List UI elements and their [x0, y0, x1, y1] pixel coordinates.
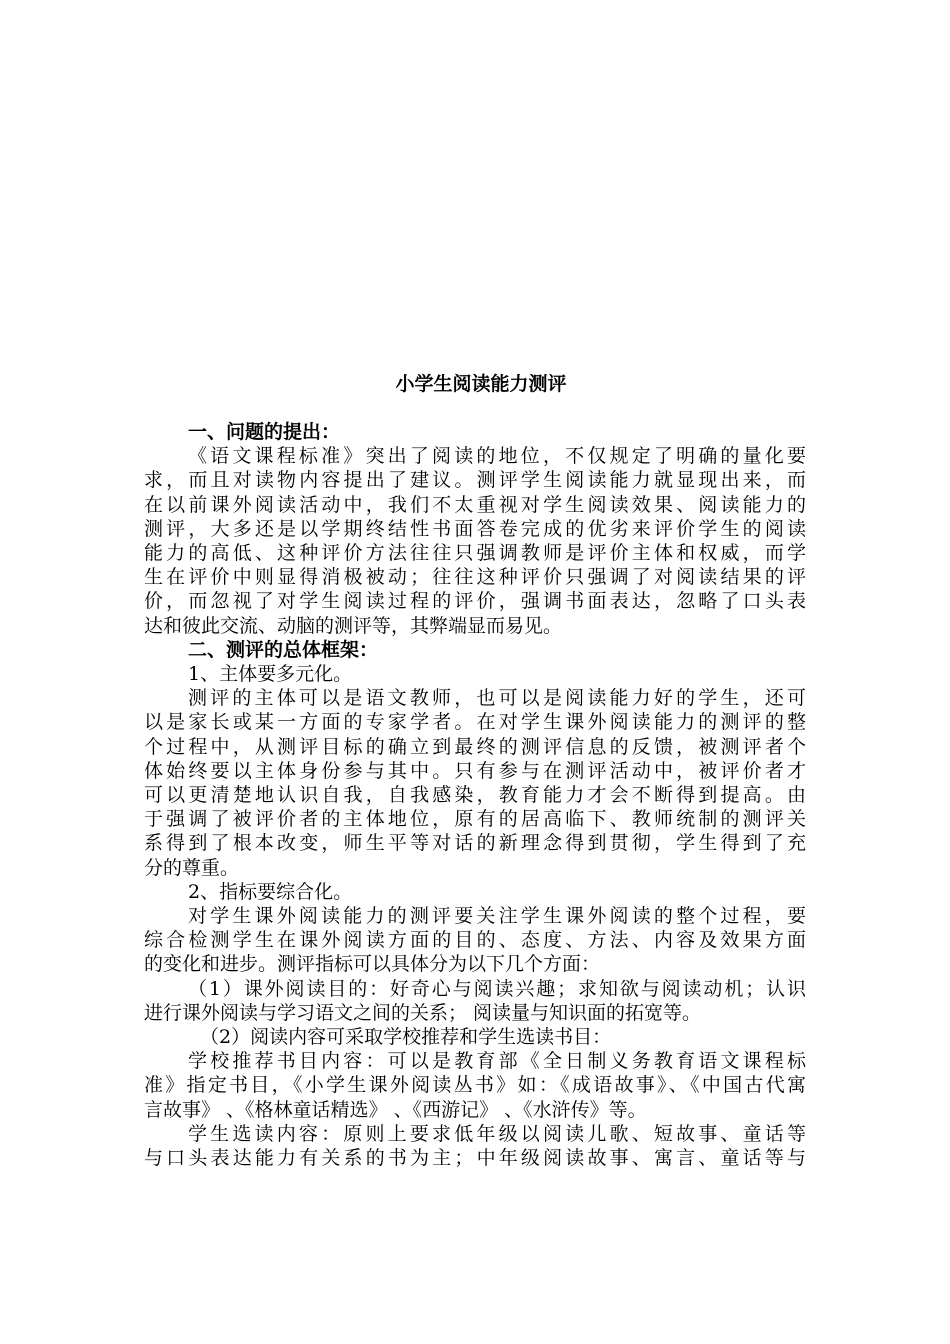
paragraph-line: 测评，大多还是以学期终结性书面答卷完成的优劣来评价学生的阅读: [144, 517, 806, 540]
paragraph-line: 生在评价中则显得消极被动；往往这种评价只强调了对阅读结果的评: [144, 566, 806, 589]
section-heading: 一、问题的提出：: [188, 421, 341, 443]
paragraph-line: 能力的高低、这种评价方法往往只强调教师是评价主体和权威，而学: [144, 542, 806, 565]
paragraph-line: 求，而且对读物内容提出了建议。测评学生阅读能力就显现出来，而: [144, 469, 806, 492]
paragraph-line: 2、指标要综合化。: [188, 880, 353, 903]
paragraph-line: 价，而忽视了对学生阅读过程的评价，强调书面表达，忽略了口头表: [144, 590, 806, 613]
paragraph-line: 可以更清楚地认识自我，自我感染，教育能力才会不断得到提高。由: [144, 784, 806, 807]
paragraph-first-line: 对学生课外阅读能力的测评要关注学生课外阅读的整个过程，要: [188, 905, 806, 928]
document-body: [144, 420, 806, 1170]
paragraph-line: 个过程中，从测评目标的确立到最终的测评信息的反馈，被测评者个: [144, 735, 806, 758]
paragraph-line: 系得到了根本改变，师生平等对话的新理念得到贯彻，学生得到了充: [144, 832, 806, 855]
paragraph-last-line: 分的尊重。: [144, 856, 240, 879]
paragraph-first-line: （1）课外阅读目的：好奇心与阅读兴趣；求知欲与阅读动机；认识: [188, 977, 806, 1000]
paragraph-line: 综合检测学生在课外阅读方面的目的、态度、方法、内容及效果方面: [144, 929, 806, 952]
document-title: 小学生阅读能力测评: [395, 373, 567, 395]
paragraph-first-line: 《语文课程标准》突出了阅读的地位，不仅规定了明确的量化要: [188, 445, 806, 468]
paragraph-line: 1、主体要多元化。: [188, 663, 353, 686]
paragraph-last-line: 的变化和进步。测评指标可以具体分为以下几个方面：: [144, 953, 601, 976]
document-page: [144, 364, 806, 1170]
section-heading: 二、测评的总体框架：: [188, 638, 379, 661]
paragraph-last-line: 进行课外阅读与学习语文之间的关系； 阅读量与知识面的拓宽等。: [144, 1001, 702, 1024]
paragraph-first-line: 学校推荐书目内容：可以是教育部《全日制义务教育语文课程标: [188, 1050, 806, 1073]
paragraph-line: 于强调了被评价者的主体地位，原有的居高临下、教师统制的测评关: [144, 808, 806, 831]
paragraph-line: 在以前课外阅读活动中，我们不太重视对学生阅读效果、阅读能力的: [144, 493, 806, 516]
paragraph-last-line: 言故事》 、《格林童话精选》 、《西游记》 、《水浒传》等。: [144, 1098, 647, 1121]
paragraph-first-line: 测评的主体可以是语文教师，也可以是阅读能力好的学生，还可: [188, 687, 806, 710]
paragraph-first-line: 学生选读内容：原则上要求低年级以阅读儿歌、短故事、童话等: [188, 1122, 806, 1145]
paragraph-line: （2）阅读内容可采取学校推荐和学生选读书目：: [200, 1026, 612, 1049]
paragraph-line: 以是家长或某一方面的专家学者。在对学生课外阅读能力的测评的整: [144, 711, 806, 734]
paragraph-last-line: 达和彼此交流、动脑的测评等，其弊端显而易见。: [144, 614, 563, 637]
paragraph-line: 体始终要以主体身份参与其中。只有参与在测评活动中，被评价者才: [144, 759, 806, 782]
paragraph-line: 准》指定书目，《小学生课外阅读丛书》如：《成语故事》、《中国古代寓: [144, 1074, 806, 1097]
paragraph-line: 与口头表达能力有关系的书为主；中年级阅读故事、寓言、童话等与: [144, 1147, 806, 1170]
